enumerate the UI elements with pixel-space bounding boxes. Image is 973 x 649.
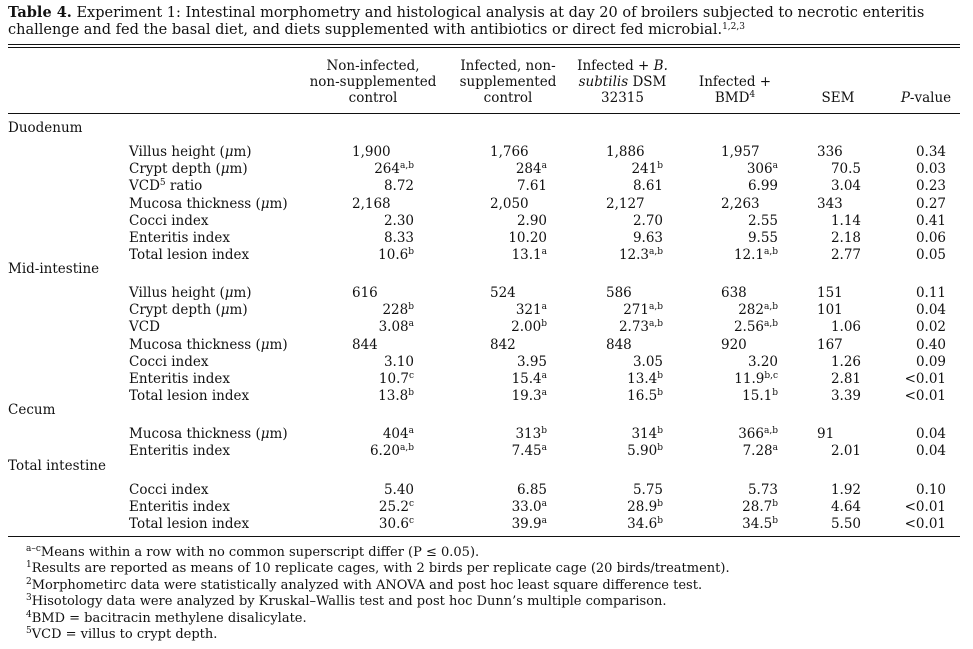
footnote-text: VCD = villus to crypt depth.	[31, 627, 218, 642]
value-cell	[583, 178, 663, 195]
header-col-bsubtilis-line1	[570, 58, 675, 74]
value-number: 12.3	[618, 247, 649, 264]
value-number: 34.5	[742, 516, 773, 533]
value-number: 34.6	[627, 516, 658, 533]
value-cell: 404$^a$	[382, 426, 414, 442]
value-cell: 2.00$^b$	[511, 319, 547, 336]
value-number: 638	[721, 285, 747, 301]
pvalue-cell: 0.04	[915, 443, 946, 460]
value-number: 6.99	[747, 178, 778, 195]
value-number: 5.75	[632, 482, 663, 498]
value-cell: 15.4$^a$	[511, 371, 547, 387]
value-number: 3.20	[747, 353, 778, 370]
value-cell	[467, 178, 547, 195]
footnote	[26, 594, 667, 610]
row-label	[129, 230, 230, 247]
value-cell	[467, 213, 547, 230]
value-number: 9.63	[632, 230, 663, 246]
sem-cell: 5.50	[830, 516, 861, 533]
row-label-text: VCD	[129, 319, 160, 336]
value-cell: 12.1$^{a,b}$	[733, 247, 778, 264]
header-col-bmd-line2-text: BMD	[714, 90, 750, 106]
value-cell	[698, 482, 778, 499]
pvalue-cell: 0.09	[915, 353, 946, 370]
header-rule	[8, 113, 960, 114]
header-col-bsubtilis-line2-text: DSM	[632, 74, 667, 90]
value-number: 13.4	[627, 371, 658, 387]
value-cell: 10.6$^b$	[378, 247, 414, 264]
value-cell: 264$^{a,b}$	[374, 161, 414, 178]
pvalue-cell: <0.01	[904, 388, 946, 405]
footnote-marker: 1	[26, 560, 32, 571]
sem-cell: 2.01	[830, 443, 861, 460]
value-number: 7.45	[511, 443, 542, 460]
value-cell	[334, 482, 414, 499]
value-number: 282	[738, 302, 764, 319]
value-cell: 16.5$^b$	[627, 388, 663, 405]
sem-cell: 1.14	[830, 212, 861, 229]
value-number: 3.08	[378, 319, 409, 336]
value-cell: 34.6$^b$	[627, 516, 663, 533]
value-number: 25.2	[378, 499, 409, 516]
row-label-text: Enteritis index	[129, 230, 230, 246]
value-number: 10.6	[378, 247, 409, 264]
value-cell	[352, 144, 391, 161]
row-label-unit: (μm)	[255, 426, 288, 442]
value-cell	[721, 144, 760, 161]
footnote-marker: 3	[26, 593, 32, 604]
value-cell: 2.73$^{a,b}$	[618, 319, 663, 336]
value-number: 321	[515, 302, 542, 319]
value-cell	[583, 230, 663, 247]
section-label: Cecum	[8, 402, 56, 418]
pvalue-cell: 0.34	[915, 144, 946, 160]
value-number: 586	[606, 285, 632, 301]
row-label-text: Enteritis index	[129, 443, 230, 460]
value-number: 306	[746, 161, 773, 178]
row-label-text: Enteritis index	[129, 499, 230, 516]
value-cell: 12.3$^{a,b}$	[618, 247, 663, 264]
pvalue-cell: 0.02	[915, 319, 946, 336]
row-label-text: Crypt depth	[129, 161, 216, 178]
pvalue-cell: 0.27	[915, 195, 946, 212]
header-col-bsubtilis	[570, 58, 675, 106]
value-cell	[334, 230, 414, 247]
value-number: 404	[382, 426, 409, 442]
value-cell: 366$^{a,b}$	[738, 426, 778, 442]
row-label-unit: (μm)	[255, 195, 288, 212]
value-number: 7.28	[742, 443, 773, 460]
value-number: 1,957	[721, 144, 760, 160]
row-label	[129, 144, 252, 161]
value-cell: 2.56$^{a,b}$	[733, 319, 778, 336]
value-number: 13.8	[378, 388, 409, 405]
bottom-rule	[8, 536, 960, 537]
value-number: 5.40	[383, 482, 414, 498]
row-label-text: Enteritis index	[129, 371, 230, 387]
value-number: 30.6	[378, 516, 409, 533]
value-number: 2.30	[383, 212, 414, 229]
row-label-text: Crypt depth	[129, 302, 216, 319]
row-label-text: VCD	[129, 178, 160, 195]
value-number: 313	[515, 426, 542, 442]
value-cell	[721, 285, 747, 302]
value-cell: 321$^a$	[515, 302, 547, 319]
value-cell	[606, 196, 645, 213]
sem-cell: 1.92	[830, 482, 861, 498]
header-sem-text: SEM	[821, 90, 855, 106]
value-cell: 28.9$^b$	[627, 499, 663, 516]
value-cell: 241$^b$	[631, 161, 663, 178]
value-cell	[490, 196, 529, 213]
value-number: 6.20	[369, 443, 400, 460]
value-cell: 282$^{a,b}$	[738, 302, 778, 319]
value-number: 3.10	[383, 353, 414, 370]
pvalue-cell: 0.41	[915, 212, 946, 229]
footnote-marker: a–c	[26, 544, 41, 554]
row-label	[129, 302, 248, 319]
header-col-bmd-line1: Infected +	[698, 74, 772, 90]
value-number: 228	[382, 302, 409, 319]
pvalue-cell: 0.06	[915, 230, 946, 246]
header-col-bmd-line2	[690, 90, 780, 106]
value-number: 10.7	[378, 371, 409, 387]
value-number: 844	[352, 336, 378, 353]
value-cell	[490, 144, 529, 161]
value-cell: 13.8$^b$	[378, 388, 414, 405]
value-number: 5.90	[627, 443, 658, 460]
row-label-text: Mucosa thickness	[129, 426, 256, 442]
header-col-noninfected-line1: Non-infected,	[326, 58, 420, 74]
value-cell	[721, 337, 747, 354]
footnote	[26, 627, 217, 643]
sem-cell: 167	[817, 336, 843, 353]
value-cell	[352, 337, 378, 354]
value-number: 2,050	[490, 195, 529, 212]
footnote-text: Morphometirc data were statistically analyzed with ANOVA and post hoc least square difference test.	[31, 577, 703, 593]
value-cell	[352, 285, 378, 302]
header-col-noninfected-line2: non-supplemented	[309, 74, 437, 90]
value-cell: 15.1$^b$	[742, 388, 778, 405]
value-cell	[490, 337, 516, 354]
top-rule-1	[8, 44, 960, 45]
value-number: 241	[631, 161, 658, 178]
value-number: 2,168	[352, 195, 391, 212]
header-col-bmd	[690, 74, 780, 106]
pvalue-cell: 0.03	[915, 161, 946, 178]
row-label	[129, 426, 288, 443]
value-number: 616	[352, 285, 378, 301]
sem-cell: 336	[817, 144, 843, 160]
value-cell	[467, 230, 547, 247]
header-col-bsubtilis-line1-text: Infected +	[577, 58, 650, 74]
row-label-text: Cocci index	[129, 482, 209, 498]
row-label-sup: 5	[159, 178, 166, 189]
value-cell	[334, 213, 414, 230]
pvalue-cell: <0.01	[904, 499, 946, 516]
value-number: 8.72	[383, 178, 414, 195]
sem-cell: 4.64	[830, 499, 861, 516]
sem-cell: 70.5	[830, 161, 861, 178]
value-cell	[606, 285, 632, 302]
sem-cell: 2.81	[830, 371, 861, 387]
header-col-infected	[452, 58, 564, 106]
value-number: 2.73	[618, 319, 649, 336]
value-cell	[352, 196, 391, 213]
value-number: 1,900	[352, 144, 391, 160]
value-cell: 19.3$^a$	[511, 388, 547, 405]
value-cell	[583, 482, 663, 499]
value-cell: 271$^{a,b}$	[623, 302, 663, 319]
footnote-marker: 4	[26, 609, 32, 620]
value-cell: 284$^a$	[515, 161, 547, 178]
value-number: 11.9	[734, 371, 765, 387]
pvalue-cell: 0.23	[915, 178, 946, 195]
row-label-text: Mucosa thickness	[129, 195, 256, 212]
row-label-text: Total lesion index	[129, 516, 250, 533]
value-cell	[698, 354, 778, 371]
value-cell	[583, 213, 663, 230]
value-number: 5.73	[747, 482, 778, 498]
value-cell: 10.7$^c$	[378, 371, 414, 387]
row-label-unit: (μm)	[219, 285, 252, 301]
row-label	[129, 196, 288, 213]
row-label	[129, 499, 230, 516]
sem-cell: 2.18	[830, 230, 861, 246]
header-pvalue-p: P	[900, 90, 910, 106]
header-sem	[808, 90, 868, 106]
value-number: 7.61	[516, 178, 547, 195]
value-cell	[583, 354, 663, 371]
value-cell: 228$^b$	[382, 302, 414, 319]
sem-cell: 3.39	[830, 388, 861, 405]
value-number: 39.9	[511, 516, 542, 533]
row-label-text: Total lesion index	[129, 247, 250, 264]
value-number: 848	[606, 336, 632, 353]
value-cell: 5.90$^b$	[627, 443, 663, 460]
value-number: 15.4	[511, 371, 542, 387]
value-number: 264	[374, 161, 400, 178]
row-label	[129, 213, 208, 230]
value-cell: 306$^a$	[746, 161, 778, 178]
footnote	[26, 561, 730, 577]
footnote-marker: 5	[26, 626, 32, 636]
value-number: 271	[623, 302, 649, 319]
row-label	[129, 482, 208, 499]
value-cell: 11.9$^{b,c}$	[734, 371, 778, 387]
footnote	[26, 578, 702, 594]
value-cell: 313$^b$	[515, 426, 547, 442]
row-label	[129, 247, 249, 264]
header-col-noninfected-line3: control	[348, 90, 398, 106]
pvalue-cell: 0.40	[915, 336, 946, 353]
value-number: 2.55	[747, 212, 778, 229]
value-number: 8.33	[383, 230, 414, 246]
section-label: Total intestine	[8, 458, 106, 474]
value-number: 8.61	[632, 178, 663, 195]
sem-cell: 1.26	[830, 353, 861, 370]
header-col-bsubtilis-line2	[570, 74, 675, 90]
value-number: 314	[631, 426, 658, 442]
value-number: 16.5	[627, 388, 658, 405]
row-label-text: Cocci index	[129, 212, 209, 229]
value-cell	[721, 196, 760, 213]
pvalue-cell: 0.10	[915, 482, 946, 498]
row-label-text: Villus height	[129, 144, 220, 160]
value-number: 284	[515, 161, 542, 178]
value-cell	[606, 337, 632, 354]
sem-cell: 3.04	[830, 178, 861, 195]
row-label-text: Total lesion index	[129, 388, 250, 405]
caption-footnote-refs: 1,2,3	[722, 22, 745, 32]
value-cell: 39.9$^a$	[511, 516, 547, 533]
row-label-unit: (μm)	[219, 144, 252, 160]
value-number: 28.7	[742, 499, 773, 516]
pvalue-cell: 0.04	[915, 302, 946, 319]
value-cell: 7.45$^a$	[511, 443, 547, 460]
row-label	[129, 161, 248, 178]
row-label	[129, 178, 202, 195]
value-number: 12.1	[733, 247, 764, 264]
value-cell	[606, 144, 645, 161]
row-label	[129, 516, 249, 533]
value-cell: 30.6$^c$	[378, 516, 414, 533]
value-cell	[698, 178, 778, 195]
value-number: 10.20	[508, 230, 547, 246]
row-label-text: Villus height	[129, 285, 220, 301]
sem-cell: 101	[817, 302, 843, 319]
value-number: 28.9	[627, 499, 658, 516]
value-number: 6.85	[516, 482, 547, 498]
value-number: 19.3	[511, 388, 542, 405]
value-cell: 28.7$^b$	[742, 499, 778, 516]
value-cell	[467, 482, 547, 499]
value-number: 13.1	[511, 247, 542, 264]
value-number: 3.95	[516, 353, 547, 370]
value-cell: 6.20$^{a,b}$	[369, 443, 414, 460]
value-number: 33.0	[511, 499, 542, 516]
value-number: 2.00	[511, 319, 542, 336]
row-label	[129, 319, 160, 336]
row-label	[129, 443, 230, 460]
value-number: 2.70	[632, 212, 663, 229]
value-number: 524	[490, 285, 516, 301]
row-label	[129, 337, 288, 354]
header-col-bsubtilis-species: subtilis	[578, 74, 629, 90]
value-cell: 33.0$^a$	[511, 499, 547, 516]
value-number: 9.55	[747, 230, 778, 246]
footnote-text: Hisotology data were analyzed by Kruskal–Wallis test and post hoc Dunn’s multiple comparison.	[31, 594, 667, 610]
sem-cell: 151	[817, 285, 843, 301]
sem-cell: 343	[817, 195, 843, 212]
value-cell	[467, 354, 547, 371]
value-number: 2,127	[606, 195, 645, 212]
value-cell	[698, 213, 778, 230]
row-label-text: Mucosa thickness	[129, 336, 256, 353]
header-pvalue	[892, 90, 960, 106]
header-col-noninfected	[303, 58, 443, 106]
table-caption	[8, 4, 963, 39]
table-title: Experiment 1: Intestinal morphometry and histological analysis at day 20 of broilers subjected to necrotic enteritis challenge and fed the basal diet, and diets supplemented with antibiotics or direct fed microbial.	[8, 5, 925, 38]
row-label-unit: (μm)	[215, 302, 248, 319]
row-label	[129, 354, 208, 371]
value-number: 3.05	[632, 353, 663, 370]
pvalue-cell: <0.01	[904, 371, 946, 387]
header-pvalue-suffix: -value	[909, 90, 952, 106]
header-col-bsubtilis-genus: B.	[653, 58, 668, 74]
top-rule-2	[8, 47, 960, 48]
value-cell	[334, 354, 414, 371]
value-number: 2,263	[721, 195, 760, 212]
value-cell: 7.28$^a$	[742, 443, 778, 460]
value-number: 1,886	[606, 144, 645, 160]
row-label-unit: (μm)	[255, 336, 288, 353]
value-number: 2.56	[733, 319, 764, 336]
row-label-unit: (μm)	[215, 161, 248, 178]
value-cell	[490, 285, 516, 302]
value-number: 2.90	[516, 212, 547, 229]
pvalue-cell: 0.05	[915, 247, 946, 264]
value-number: 366	[738, 426, 764, 442]
header-col-infected-line1: Infected, non-	[460, 58, 556, 74]
sem-cell: 2.77	[830, 247, 861, 264]
row-label	[129, 285, 252, 302]
row-label	[129, 388, 249, 405]
value-number: 1,766	[490, 144, 529, 160]
footnote	[26, 611, 307, 627]
pvalue-cell: 0.11	[915, 285, 946, 301]
footnote-text: Means within a row with no common superscript differ (P ≤ 0.05).	[40, 545, 480, 560]
row-label-text: Cocci index	[129, 353, 209, 370]
value-number: 15.1	[742, 388, 773, 405]
value-number: 842	[490, 336, 516, 353]
sem-cell: 1.06	[830, 319, 861, 336]
header-col-infected-line2: supplemented	[459, 74, 557, 90]
footnote-text: Results are reported as means of 10 replicate cages, with 2 birds per replicate cage (20 birds/treatment).	[31, 561, 730, 577]
sem-cell: 91	[817, 426, 835, 442]
row-label	[129, 371, 230, 388]
footnote	[26, 545, 479, 561]
value-cell: 25.2$^c$	[378, 499, 414, 516]
value-cell: 3.08$^a$	[378, 319, 414, 336]
value-cell: 13.1$^a$	[511, 247, 547, 264]
footnote-marker: 2	[26, 576, 32, 587]
value-cell: 314$^b$	[631, 426, 663, 442]
pvalue-cell: 0.04	[915, 426, 946, 442]
value-cell: 13.4$^b$	[627, 371, 663, 387]
section-label: Mid-intestine	[8, 261, 100, 277]
value-cell	[698, 230, 778, 247]
value-cell: 34.5$^b$	[742, 516, 778, 533]
header-col-infected-line3: control	[483, 90, 533, 106]
header-col-bmd-sup: 4	[749, 90, 756, 100]
row-label-rest: ratio	[165, 178, 203, 195]
header-col-bsubtilis-line3: 32315	[601, 90, 644, 106]
table-label: Table 4.	[8, 4, 72, 21]
value-number: 920	[721, 336, 747, 353]
footnote-text: BMD = bacitracin methylene disalicylate.	[31, 610, 307, 626]
value-cell	[334, 178, 414, 195]
section-label: Duodenum	[8, 120, 83, 136]
pvalue-cell: <0.01	[904, 516, 946, 533]
